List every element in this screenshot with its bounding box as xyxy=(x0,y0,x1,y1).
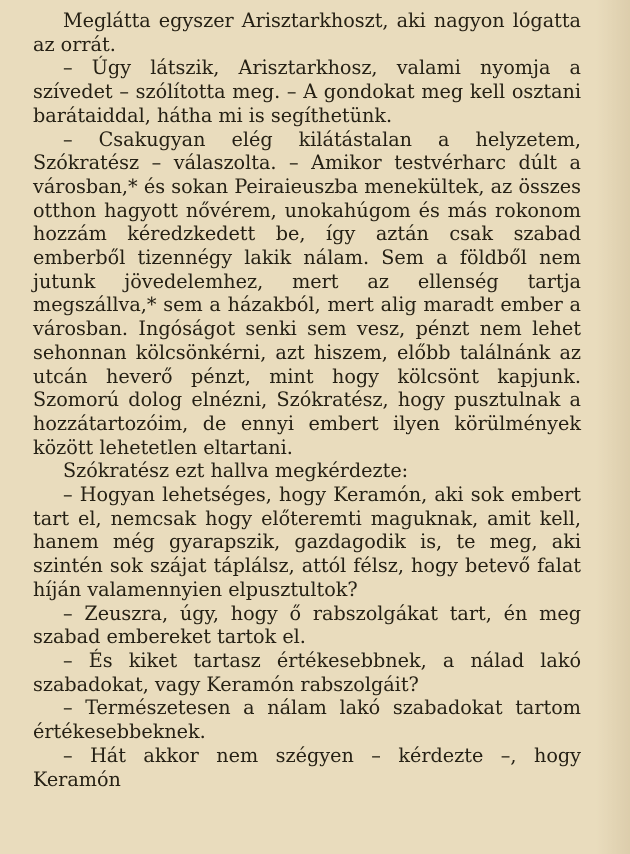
paragraph-6: – Zeuszra, úgy, hogy ő rabszolgákat tart, én meg szabad embereket tartok el. xyxy=(33,601,581,649)
paragraph-8: – Természetesen a nálam lakó szabadokat tartom értékesebbeknek. xyxy=(33,696,581,744)
paragraph-9: – Hát akkor nem szégyen – kérdezte –, hogy Keramón xyxy=(33,743,581,791)
page-edge-shadow xyxy=(596,0,630,854)
paragraph-5: – Hogyan lehetséges, hogy Keramón, aki sok embert tart el, nemcsak hogy előteremti maguknak, amit kell, hanem még gyarapszik, gazdagodik is, te meg, aki szintén sok szájat táplálsz, attól félsz, hogy betevő falat híján valamennyien elpusztultok? xyxy=(33,483,581,601)
page-text xyxy=(33,9,581,791)
paragraph-1: Meglátta egyszer Arisztarkhoszt, aki nagyon lógatta az orrát. xyxy=(33,9,581,56)
paragraph-3: – Csakugyan elég kilátástalan a helyzetem, Szókratész – válaszolta. – Amikor testvérharc dúlt a városban,* és sokan Peiraieuszba menekültek, az összes otthon hagyott nővérem, unokahúgom és más rokonom hozzám kéredzkedett be, így aztán csak szabad emberből tizennégy lakik nálam. Sem a földből nem jutunk jövedelemhez, mert az ellenség tartja megszállva,* sem a házakból, mert alig maradt ember a városban. Ingóságot senki sem vesz, pénzt nem lehet sehonnan kölcsönkérni, azt hiszem, előbb találnánk az utcán heverő pénzt, mint hogy kölcsönt kapjunk. Szomorú dolog elnézni, Szókratész, hogy pusztulnak a hozzátartozóim, de ennyi embert ilyen körülmények között lehetetlen eltartani. xyxy=(33,127,581,459)
paragraph-4: Szókratész ezt hallva megkérdezte: xyxy=(63,459,409,483)
paragraph-2: – Úgy látszik, Arisztarkhosz, valami nyomja a szívedet – szólította meg. – A gondokat meg kell osztani barátaiddal, hátha mi is segíthetünk. xyxy=(33,56,581,127)
paragraph-7: – És kiket tartasz értékesebbnek, a nálad lakó szabadokat, vagy Keramón rabszolgáit? xyxy=(33,648,581,696)
